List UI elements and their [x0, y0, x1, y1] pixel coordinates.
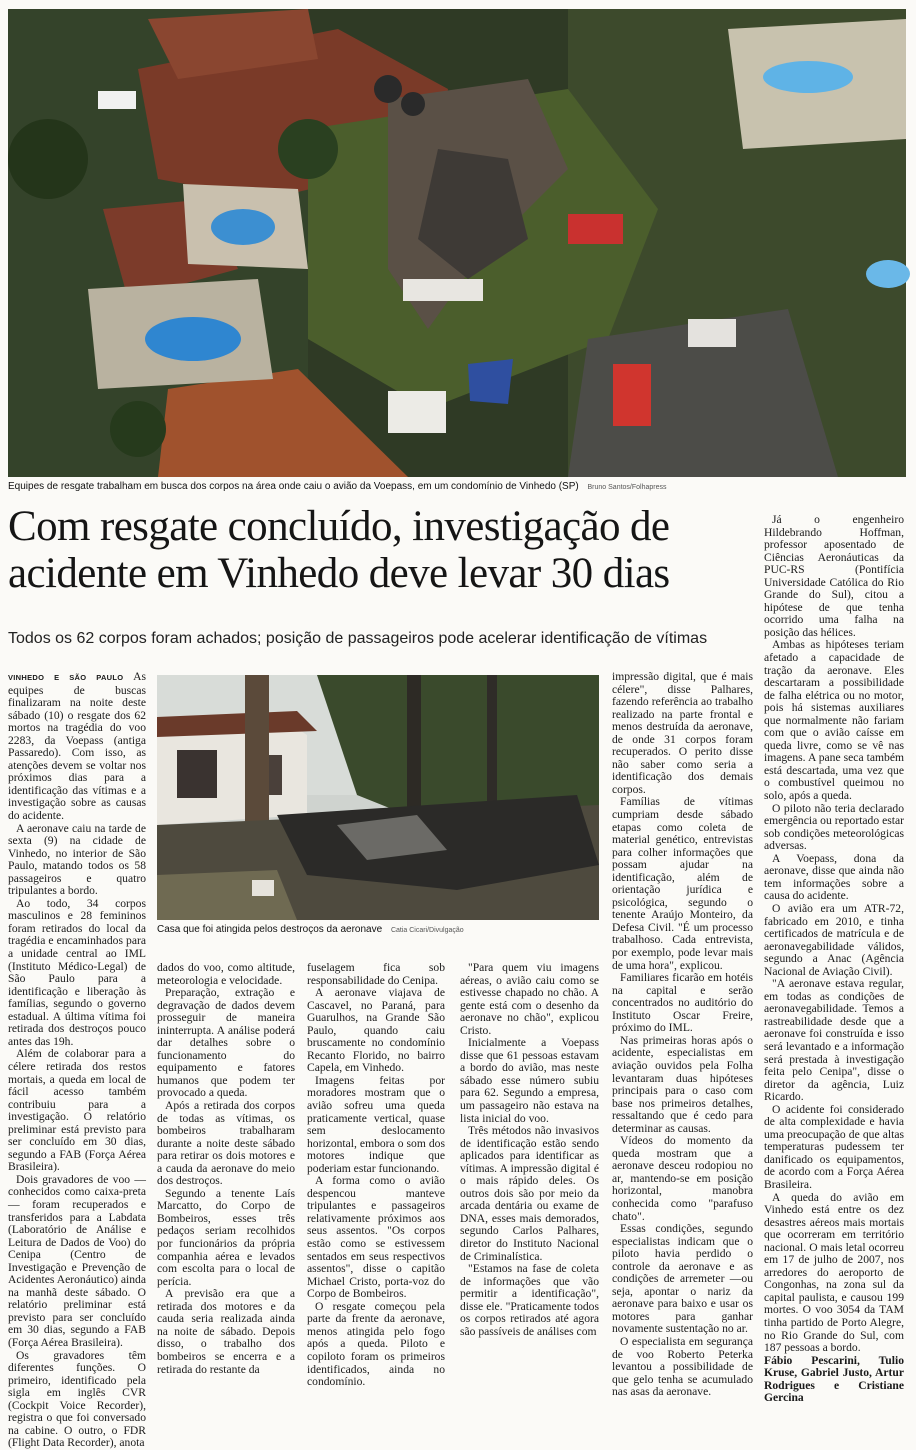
paragraph: VINHEDO E SÃO PAULO As equipes de buscas finalizaram na noite deste sábado (10) o resgate dos 62 mortos na tragédia do voo 2283, da Voepass (antiga Passaredo). Com isso, as atenções devem se voltar nos próximos dias para a identificação das vítimas e a investigação sobre as causas do acidente.	[8, 670, 146, 823]
paragraph: Após a retirada dos corpos de todas as vítimas, os bombeiros trabalharam durante a noite deste sábado para retirar os dois motores e a cauda da aeronave do meio dos destroços.	[157, 1099, 295, 1188]
paragraph: A forma como o avião despencou manteve tripulantes e passageiros relativamente próximos aos seus assentos. "Os corpos estão como se estivessem sentados em seus respectivos assentos", disse o capitão Michael Cristo, porta-voz do Corpo de Bombeiros.	[307, 1174, 445, 1301]
paragraph: impressão digital, que é mais célere", disse Palhares, fazendo referência ao trabalho realizado na parte frontal e menos destruída da aeronave, de onde 31 corpos foram recuperados. O perito disse não saber como seria a identificação dos demais corpos.	[612, 670, 753, 796]
paragraph: Ambas as hipóteses teriam afetado a capacidade de tração da aeronave. Eles descartaram a possibilidade de falha elétrica ou no motor, pois há sistemas auxiliares que normalmente não fariam com que o avião caísse em queda livre, como se vê nas imagens. A pane seca também está descartada, uma vez que o combustível queimou no solo, após a queda.	[764, 638, 904, 803]
paragraph: Imagens feitas por moradores mostram que o avião sofreu uma queda praticamente vertical, quase sem deslocamento horizontal, embora o som dos motores indique que poderiam estar funcionando.	[307, 1073, 445, 1175]
hero-photo	[8, 9, 906, 477]
byline: Fábio Pescarini, Tulio Kruse, Gabriel Justo, Artur Rodrigues e Cristiane Gercina	[764, 1353, 904, 1405]
paragraph: "A aeronave estava regular, em todas as condições de aeronavegabilidade. Temos a rastreabilidade desde que a aeronave foi construída e isso será levantado e a informação será prestada à investigação feita pelo Cenipa", disse o diretor da agência, Luiz Ricardo.	[764, 977, 904, 1104]
house-photo	[157, 675, 599, 920]
paragraph: Ao todo, 34 corpos masculinos e 28 femininos foram retirados do local da tragédia e encaminhados para a unidade central ao IML (Instituto Médico-Legal) de São Paulo para a identificação e liberação às famílias, segundo o governo estadual. A última vítima foi retirada dos destroços pouco antes das 19h.	[8, 896, 146, 1048]
paragraph: A previsão era que a retirada dos motores e da cauda seria realizada ainda na noite de sábado. Depois disso, o trabalho dos bombeiros se encerra e a retirada do restante da	[157, 1287, 295, 1376]
paragraph: Inicialmente a Voepass disse que 61 pessoas estavam a bordo do avião, mas neste sábado esse número subiu para 62. Segundo a empresa, um passageiro não estava na lista inicial do voo.	[460, 1036, 599, 1125]
paragraph: Nas primeiras horas após o acidente, especialistas em aviação ouvidos pela Folha levantaram duas hipóteses principais para o caso com base nos primeiros detalhes, ressaltando que é cedo para determinar as causas.	[612, 1033, 753, 1135]
paragraph: Dois gravadores de voo —conhecidos como caixa-preta— foram recuperados e transferidos para a Labdata (Laboratório de Análise e Leitura de Dados de Voo) do Cenipa (Centro de Investigação e Prevenção de Acidentes Aeronáutico) ainda na manhã deste sábado. O relatório preliminar está previsto para ser concluído em 30 dias, segundo a FAB (Força Aérea Brasileira).	[8, 1172, 146, 1349]
paragraph: Além de colaborar para a célere retirada dos restos mortais, a queda em local de fácil acesso também contribuiu para a investigação. O relatório preliminar está previsto para ser concluído em 30 dias, segundo a FAB (Força Aérea Brasileira).	[8, 1047, 146, 1174]
paragraph: fuselagem fica sob responsabilidade do Cenipa.	[307, 961, 445, 987]
paragraph: Segundo a tenente Laís Marcatto, do Corpo de Bombeiros, esses três pedaços seriam recolhidos por funcionários da própria companhia aérea e levados com escolta para o local de perícia.	[157, 1186, 295, 1288]
paragraph: O especialista em segurança de voo Roberto Peterka levantou a possibilidade de que gelo tenha se acumulado nas asas da aeronave.	[612, 1334, 753, 1399]
hero-caption-text: Equipes de resgate trabalham em busca dos corpos na área onde caiu o avião da Voepass, em um condomínio de Vinhedo (SP)	[8, 481, 579, 492]
article-column-2	[157, 961, 295, 1376]
paragraph: O avião era um ATR-72, fabricado em 2010, e tinha certificados de matrícula e de aeronavegabilidade válidos, segundo a Anac (Agência Nacional de Aviação Civil).	[764, 901, 904, 978]
paragraph: Essas condições, segundo especialistas indicam que o piloto havia perdido o controle da aeronave e as condições de arremeter —ou seja, apontar o nariz da aeronave para baixo e usar os motores para ganhar novamente sustentação no ar.	[612, 1222, 753, 1336]
crash-site-aerial-image	[8, 9, 906, 477]
paragraph: Familiares ficarão em hotéis na capital e serão concentrados no auditório do Instituto Oscar Freire, próximo do IML.	[612, 971, 753, 1035]
paragraph: "Estamos na fase de coleta de informações que vão permitir a identificação", disse ele. "Praticamente todos os corpos retirados até agora são passíveis de análises com	[460, 1262, 599, 1338]
paragraph: A aeronave viajava de Cascavel, no Paraná, para Guarulhos, na Grande São Paulo, quando caiu bruscamente no condomínio Recanto Florido, no bairro Capela, em Vinhedo.	[307, 986, 445, 1075]
article-column-5	[612, 670, 753, 1399]
paragraph: Vídeos do momento da queda mostram que a aeronave desceu rodopiou no ar, mantendo-se em posição horizontal, manobra conhecida como "parafuso chato".	[612, 1134, 753, 1223]
house-credit: Catia Cicari/Divulgação	[390, 927, 464, 934]
paragraph: A Voepass, dona da aeronave, disse que ainda não tem informações sobre a causa do acidente.	[764, 851, 904, 903]
paragraph: O acidente foi considerado de alta complexidade e havia uma preocupação de que altas temperaturas pudessem ter danificado os equipamentos, de acordo com a Força Aérea Brasileira.	[764, 1102, 904, 1191]
paragraph: Os gravadores têm diferentes funções. O primeiro, identificado pela sigla em inglês CVR (Cockpit Voice Recorder), registra o que foi conversado na cabine. O outro, o FDR (Flight Data Recorder), anota	[8, 1348, 146, 1450]
paragraph: O piloto não teria declarado emergência ou reportado estar sob condições meteorológicas adversas.	[764, 801, 904, 853]
article-column-4	[460, 961, 599, 1338]
paragraph: O resgate começou pela parte da frente da aeronave, menos atingida pelo fogo após a queda. Piloto e copiloto foram os primeiros identificados, ainda no condomínio.	[307, 1299, 445, 1389]
article-column-6	[764, 513, 904, 1405]
paragraph: A queda do avião em Vinhedo está entre os dez desastres aéreos mais mortais que ocorreram em território nacional. O mais letal ocorreu em 17 de julho de 2007, nos arredores do aeroporto de Congonhas, na zona sul da capital paulista, e causou 199 mortes. O voo 3054 da TAM tinha partido de Porto Alegre, no Rio Grande do Sul, com 187 pessoas a bordo.	[764, 1190, 904, 1355]
paragraph: dados do voo, como altitude, meteorologia e velocidade.	[157, 961, 295, 987]
headline: Com resgate concluído, investigação de acidente em Vinhedo deve levar 30 dias	[8, 503, 670, 597]
paragraph: A aeronave caiu na tarde de sexta (9) na cidade de Vinhedo, no interior de São Paulo, matando todos os 58 passageiros e quatro tripulantes a bordo.	[8, 821, 146, 898]
hero-caption	[8, 481, 667, 492]
house-caption	[157, 924, 464, 935]
paragraph: "Para quem viu imagens aéreas, o avião caiu como se estivesse chapado no chão. A gente está com o desenho da aeronave no chão", explicou Cristo.	[460, 961, 599, 1037]
article-column-3	[307, 961, 445, 1389]
article-column-1	[8, 670, 146, 1450]
paragraph: Já o engenheiro Hildebrando Hoffman, professor aposentado de Ciências Aeronáuticas da PUC-RS (Pontifícia Universidade Católica do Rio Grande do Sul), citou a hipótese de que tenha ocorrido uma falha na posição das hélices.	[764, 513, 904, 639]
house-caption-text: Casa que foi atingida pelos destroços da aeronave	[157, 924, 383, 935]
hero-credit: Bruno Santos/Folhapress	[587, 484, 667, 491]
dateline: VINHEDO E SÃO PAULO	[8, 673, 124, 682]
damaged-house-image	[157, 675, 599, 920]
paragraph: Preparação, extração e degravação de dados devem prosseguir de maneira ininterrupta. A análise poderá dar detalhes sobre o funcionamento do equipamento e fatores humanos que podem ter provocado a queda.	[157, 986, 295, 1100]
paragraph: Três métodos não invasivos de identificação estão sendo aplicados para identificar as vítimas. A impressão digital é o mais rápido deles. Os outros dois são por meio da arcada dentária ou exame de DNA, esses mais demorados, segundo Carlos Palhares, diretor do Instituto Nacional de Criminalística.	[460, 1124, 599, 1263]
subheadline: Todos os 62 corpos foram achados; posição de passageiros pode acelerar identificação de vítimas	[8, 630, 708, 647]
paragraph: Famílias de vítimas cumpriam desde sábado etapas como coleta de material genético, entrevistas para colher informações que possam ajudar na identificação, além de orientação jurídica e psicológica, segundo o tenente Araújo Monteiro, da Defesa Civil. "É um processo trabalhoso. Cada entrevista, por exemplo, pode levar mais de uma hora", explicou.	[612, 795, 753, 972]
